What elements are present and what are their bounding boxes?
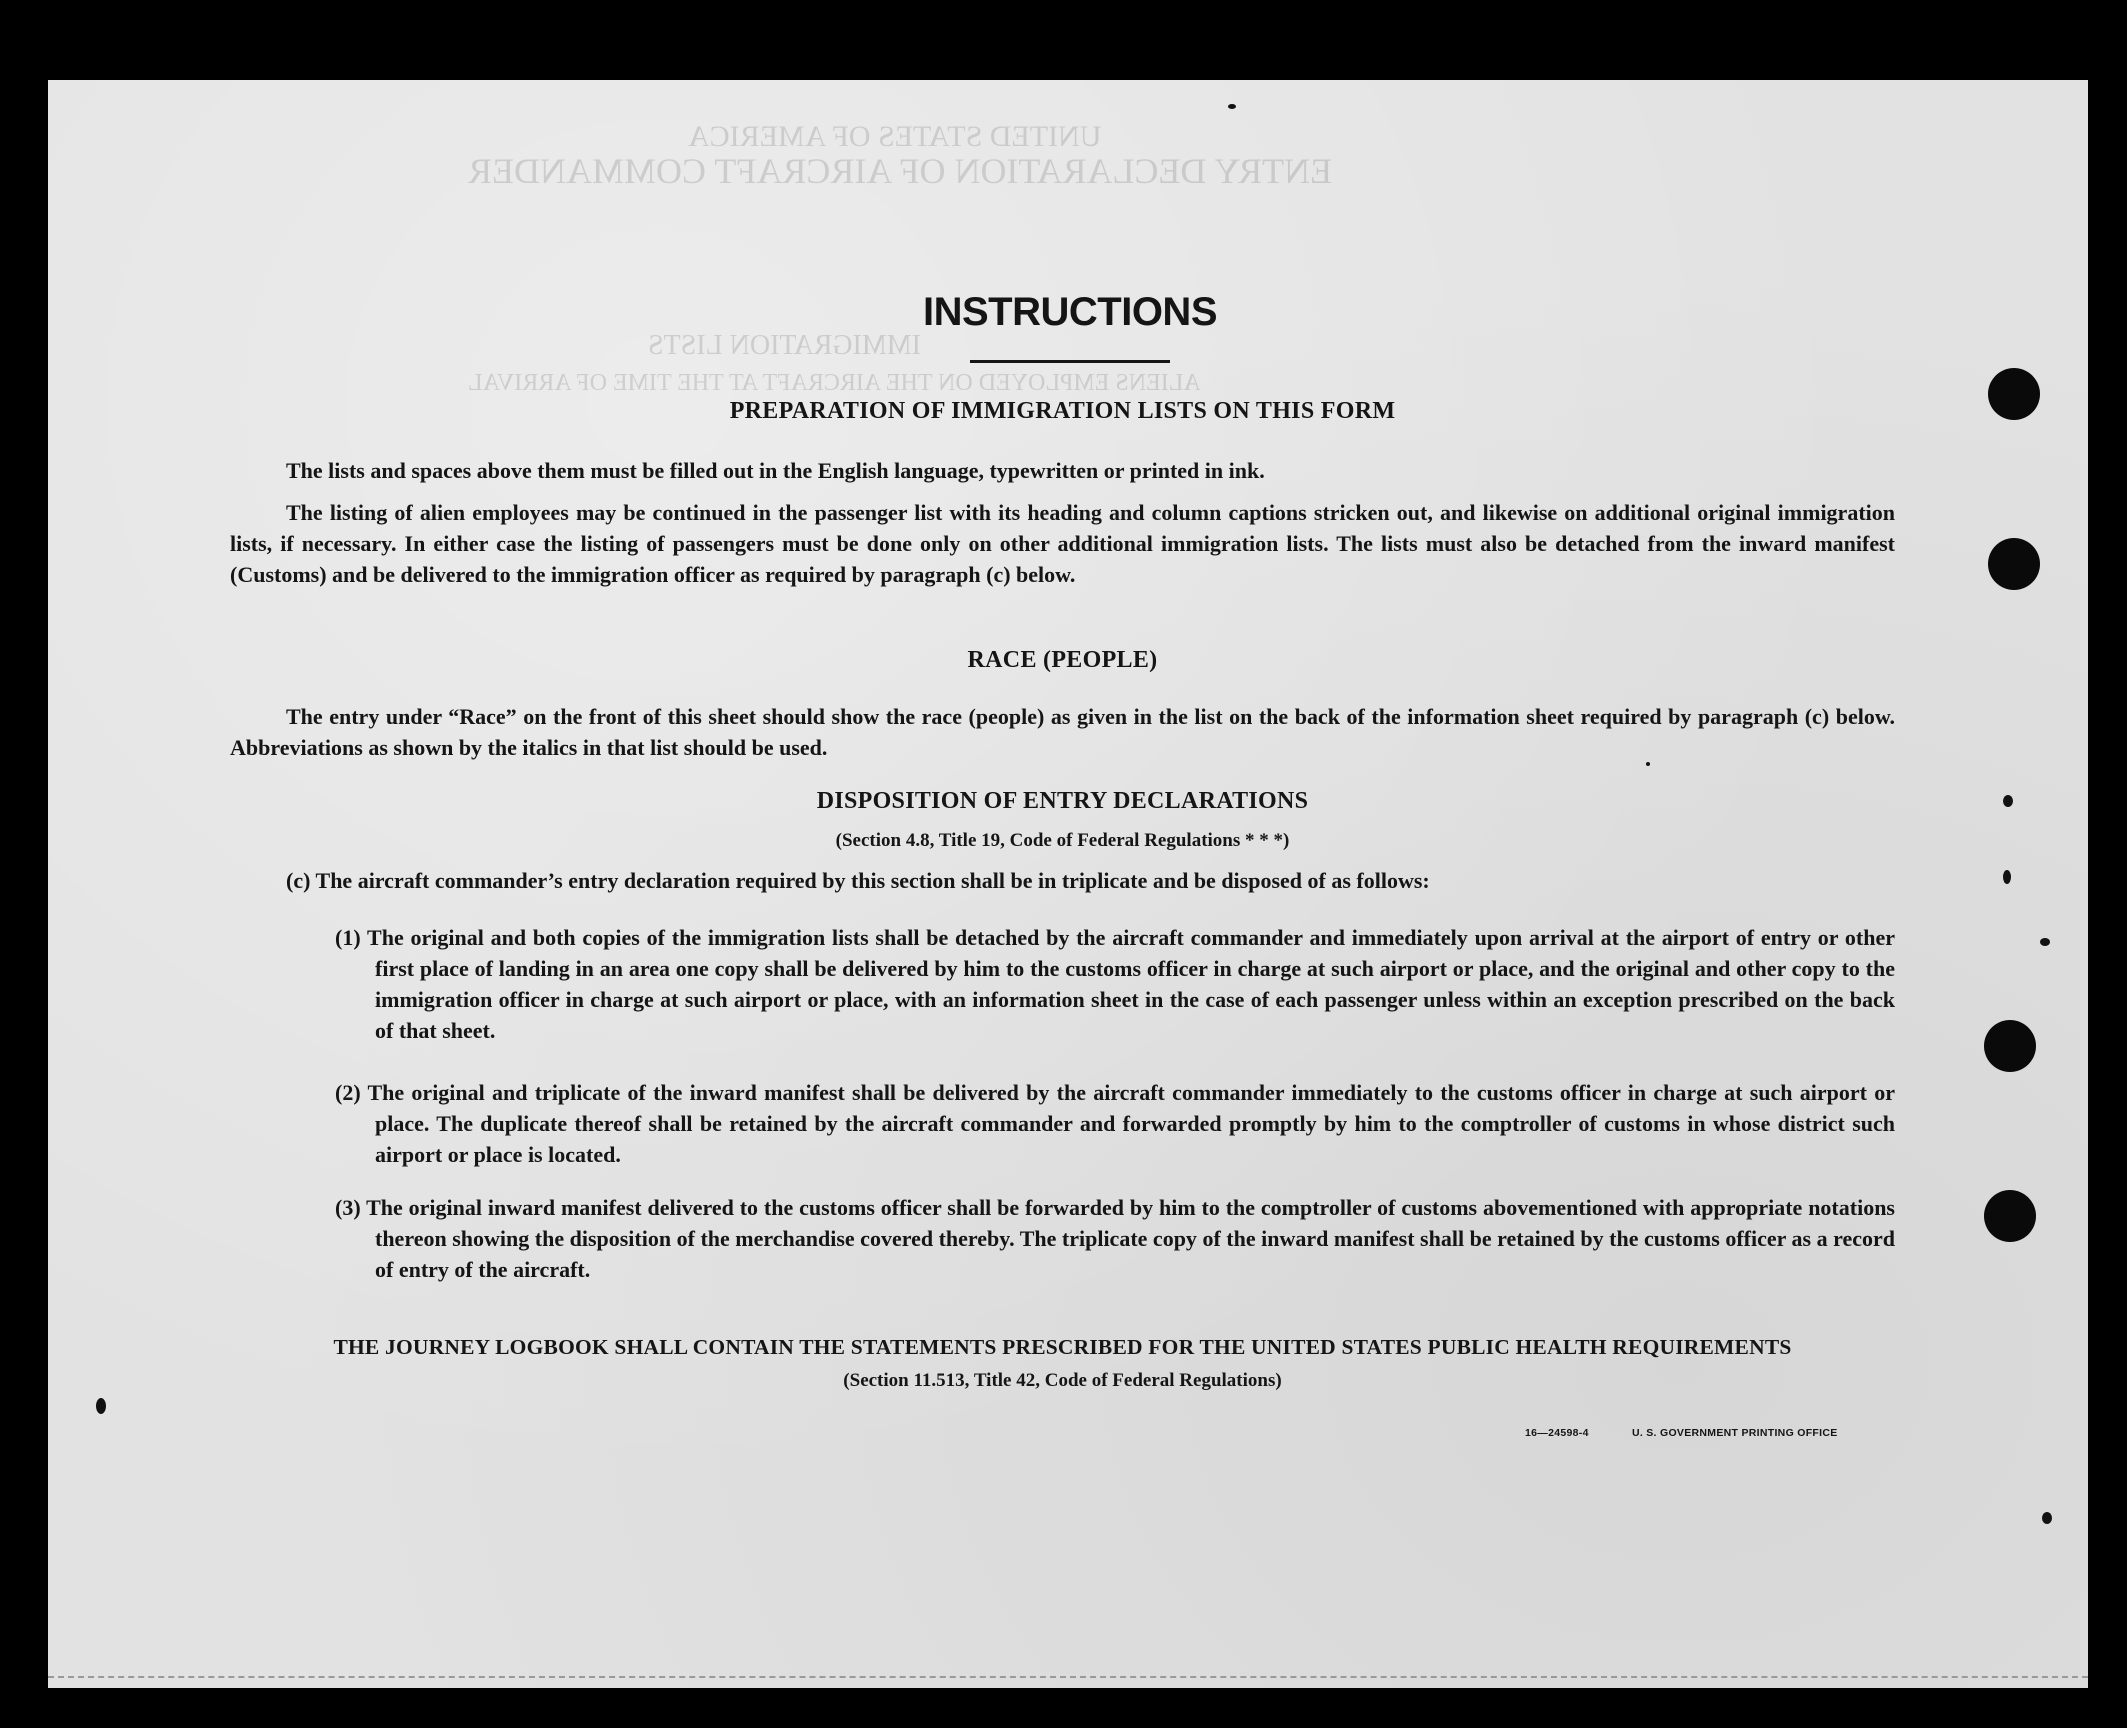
sheet-edge	[48, 1676, 2088, 1688]
binder-hole	[1984, 1020, 2036, 1072]
closing-statement: THE JOURNEY LOGBOOK SHALL CONTAIN THE STATEMENTS PRESCRIBED FOR THE UNITED STATES PUBLIC HEALTH REQUIREMENTS	[333, 1335, 1792, 1359]
closing-citation: (Section 11.513, Title 42, Code of Federal Regulations)	[843, 1370, 1282, 1391]
binder-hole	[1988, 538, 2040, 590]
binder-hole	[1988, 368, 2040, 420]
speck	[2003, 870, 2011, 884]
binder-hole	[1984, 1190, 2036, 1242]
paragraph-intro: (c) The aircraft commander’s entry declaration required by this section shall be in triplicate and be disposed of as follows:	[286, 868, 1430, 893]
bleed-through: ALIENS EMPLOYED ON THE AIRCRAFT AT THE TIME OF ARRIVAL	[468, 370, 1201, 396]
bleed-through: IMMIGRATION LISTS	[648, 330, 921, 361]
page-title: INSTRUCTIONS	[923, 290, 1217, 334]
speck	[2042, 1512, 2052, 1524]
bleed-through: UNITED STATES OF AMERICA	[688, 120, 1102, 153]
speck	[2040, 938, 2050, 946]
imprint-office: U. S. GOVERNMENT PRINTING OFFICE	[1631, 1427, 1838, 1439]
speck	[2003, 795, 2013, 807]
list-item: (3) The original inward manifest delivered to the customs officer shall be forwarded by him to the comptroller of customs abovementioned with appropriate notations thereon showing the disposition of the merchandise covered thereby. The triplicate copy of the inward manifest shall be retained by the customs officer as a record of entry of the aircraft.	[335, 1195, 1895, 1282]
title-underline	[970, 360, 1170, 363]
section-citation: (Section 4.8, Title 19, Code of Federal Regulations * * *)	[835, 830, 1290, 851]
imprint-number: 16—24598-4	[1525, 1427, 1589, 1439]
section-heading-preparation: PREPARATION OF IMMIGRATION LISTS ON THIS FORM	[729, 398, 1396, 424]
printing-office-imprint	[1525, 1427, 1878, 1439]
speck	[1228, 104, 1236, 109]
section-heading-race: RACE (PEOPLE)	[967, 647, 1158, 673]
section-heading-disposition: DISPOSITION OF ENTRY DECLARATIONS	[816, 788, 1309, 814]
bleed-through: ENTRY DECLARATION OF AIRCRAFT COMMANDER	[468, 151, 1333, 191]
paragraph: The lists and spaces above them must be filled out in the English language, typewritten or printed in ink.	[286, 458, 1265, 483]
speck	[96, 1398, 106, 1414]
paragraph: The listing of alien employees may be continued in the passenger list with its heading and column captions stricken out, and likewise on additional original immigration lists, if necessary. In either case the listing of passengers must be done only on other additional immigration lists. The lists must also be detached from the inward manifest (Customs) and be delivered to the immigration officer as required by paragraph (c) below.	[230, 500, 1895, 587]
list-item: (2) The original and triplicate of the inward manifest shall be delivered by the aircraft commander immediately to the customs officer in charge at such airport or place. The duplicate thereof shall be retained by the aircraft commander and forwarded promptly by him to the comptroller of customs in whose district such airport or place is located.	[335, 1080, 1895, 1167]
paragraph: The entry under “Race” on the front of this sheet should show the race (people) as given in the list on the back of the information sheet required by paragraph (c) below. Abbreviations as shown by the italics in that list should be used.	[230, 704, 1895, 760]
list-item: (1) The original and both copies of the immigration lists shall be detached by the aircraft commander and immediately upon arrival at the airport of entry or other first place of landing in an area one copy shall be delivered by him to the customs officer in charge at such airport or place, and the original and other copy to the immigration officer in charge at such airport or place, with an information sheet in the case of each passenger unless within an exception prescribed on the back of that sheet.	[335, 925, 1895, 1043]
